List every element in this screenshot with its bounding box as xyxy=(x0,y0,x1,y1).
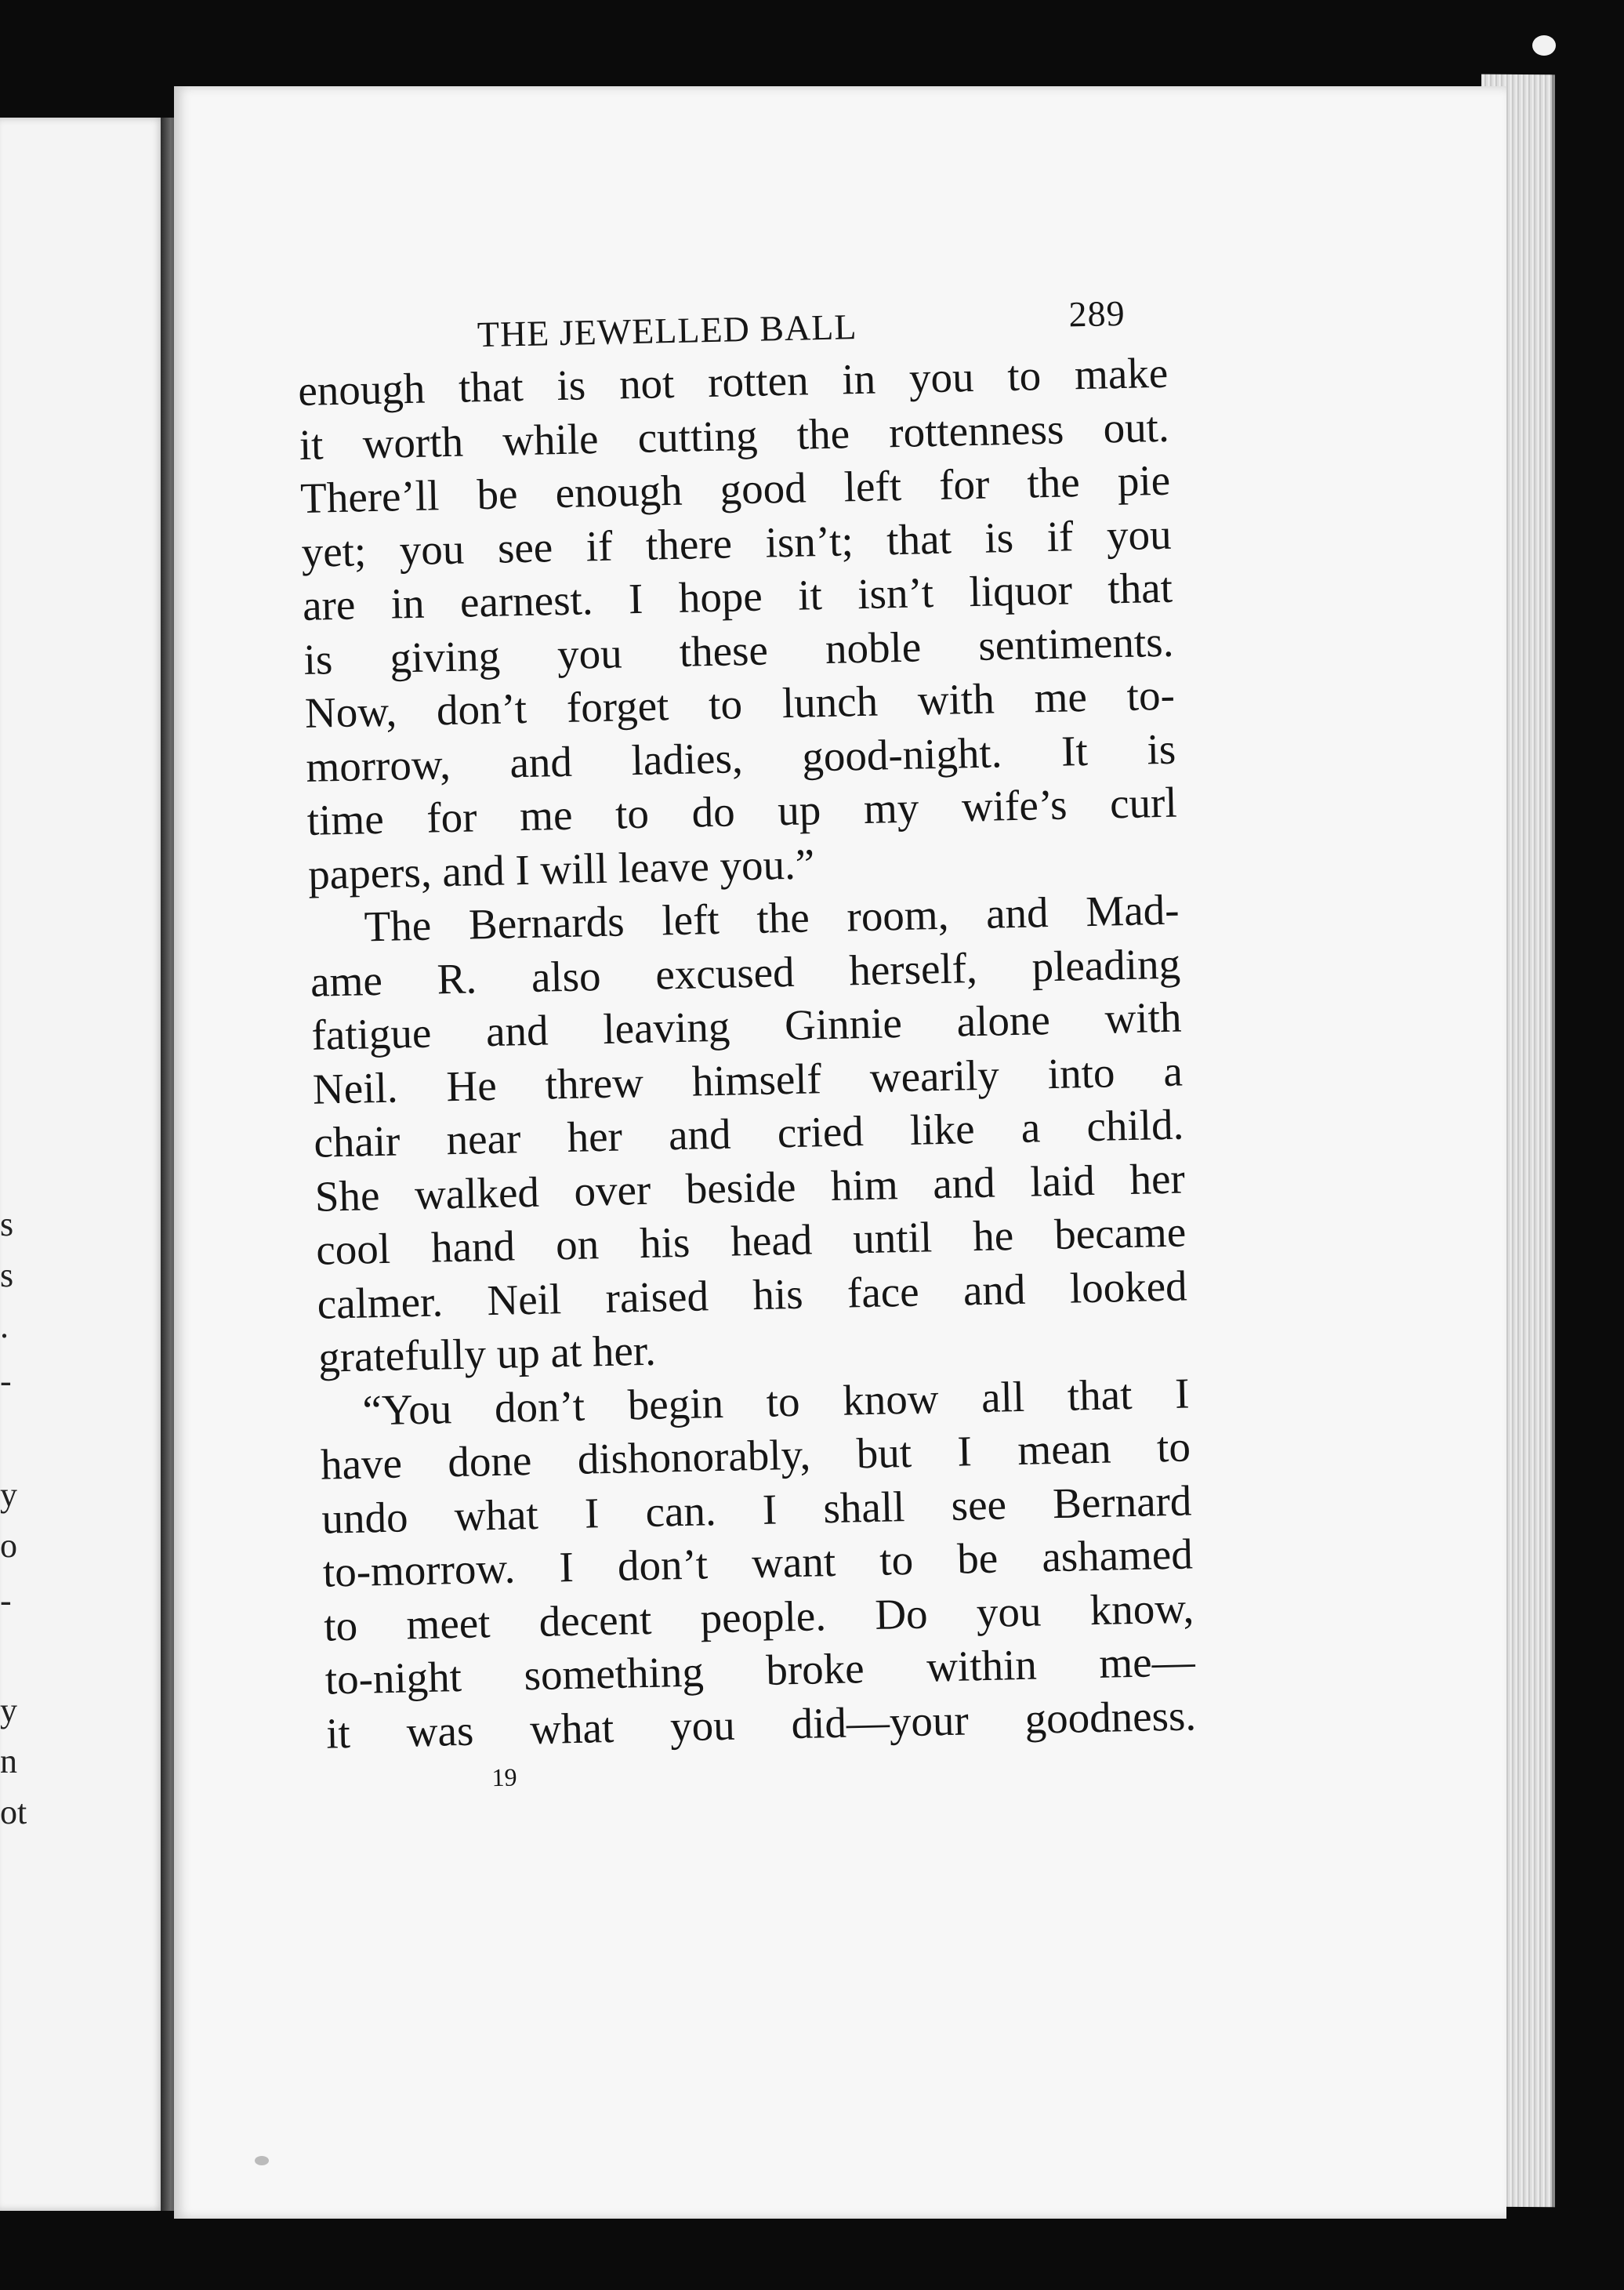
page-number: 289 xyxy=(1068,292,1126,335)
text-line: are in earnest. I hope it isn’t liquor that xyxy=(302,563,1173,630)
page-text xyxy=(296,284,1197,1792)
text-line: to-night something broke within me— xyxy=(324,1637,1196,1704)
text-line: She walked over beside him and laid her xyxy=(314,1154,1186,1221)
text-line: it was what you did—your goodness. xyxy=(325,1690,1197,1758)
text-line: gratefully up at her. xyxy=(317,1326,657,1381)
dust-speck xyxy=(1532,35,1556,56)
text-line: morrow, and ladies, good-night. It is xyxy=(305,724,1176,791)
text-line: have done dishonorably, but I mean to xyxy=(320,1422,1191,1489)
left-page-fragment: . xyxy=(0,1307,9,1345)
signature-mark: 19 xyxy=(491,1762,517,1792)
text-line: fatigue and leaving Ginnie alone with xyxy=(310,993,1182,1059)
text-line: to meet decent people. Do you know, xyxy=(323,1583,1194,1650)
dust-speck xyxy=(255,2156,269,2165)
text-line: it worth while cutting the rottenness out. xyxy=(299,402,1170,469)
left-page-fragment: y xyxy=(0,1691,17,1729)
text-line: is giving you these noble sentiments. xyxy=(303,617,1174,684)
text-line: to-morrow. I don’t want to be ashamed xyxy=(322,1530,1194,1596)
text-line: yet; you see if there isn’t; that is if you xyxy=(301,510,1173,576)
running-title: THE JEWELLED BALL xyxy=(477,307,857,355)
text-line: enough that is not rotten in you to make xyxy=(297,348,1169,415)
left-page-fragment: o xyxy=(0,1526,17,1565)
left-page-fragment: y xyxy=(0,1475,17,1514)
left-page-fragment: n xyxy=(0,1742,17,1780)
text-line: There’ll be enough good left for the pie xyxy=(299,455,1171,522)
text-line: ame R. also excused herself, pleading xyxy=(310,939,1181,1006)
left-page-fragment: - xyxy=(0,1581,12,1620)
text-line: Neil. He threw himself wearily into a xyxy=(312,1047,1184,1113)
text-line: calmer. Neil raised his face and looked xyxy=(317,1261,1188,1328)
left-page-fragment: s xyxy=(0,1205,14,1243)
text-line: The Bernards left the room, and Mad- xyxy=(364,885,1180,951)
text-line: Now, don’t forget to lunch with me to- xyxy=(304,670,1176,737)
previous-page-edge xyxy=(0,118,165,2211)
text-line: cool hand on his head until he became xyxy=(315,1207,1187,1274)
left-page-fragment: s xyxy=(0,1256,14,1294)
text-line: “You don’t begin to know all that I xyxy=(361,1368,1191,1435)
text-line: chair near her and cried like a child. xyxy=(313,1100,1184,1167)
left-page-fragment: - xyxy=(0,1362,12,1400)
text-line: undo what I can. I shall see Bernard xyxy=(321,1475,1192,1543)
text-line: papers, and I will leave you.” xyxy=(307,839,815,898)
text-line: time for me to do up my wife’s curl xyxy=(306,778,1178,844)
left-page-fragment: ot xyxy=(0,1793,27,1831)
